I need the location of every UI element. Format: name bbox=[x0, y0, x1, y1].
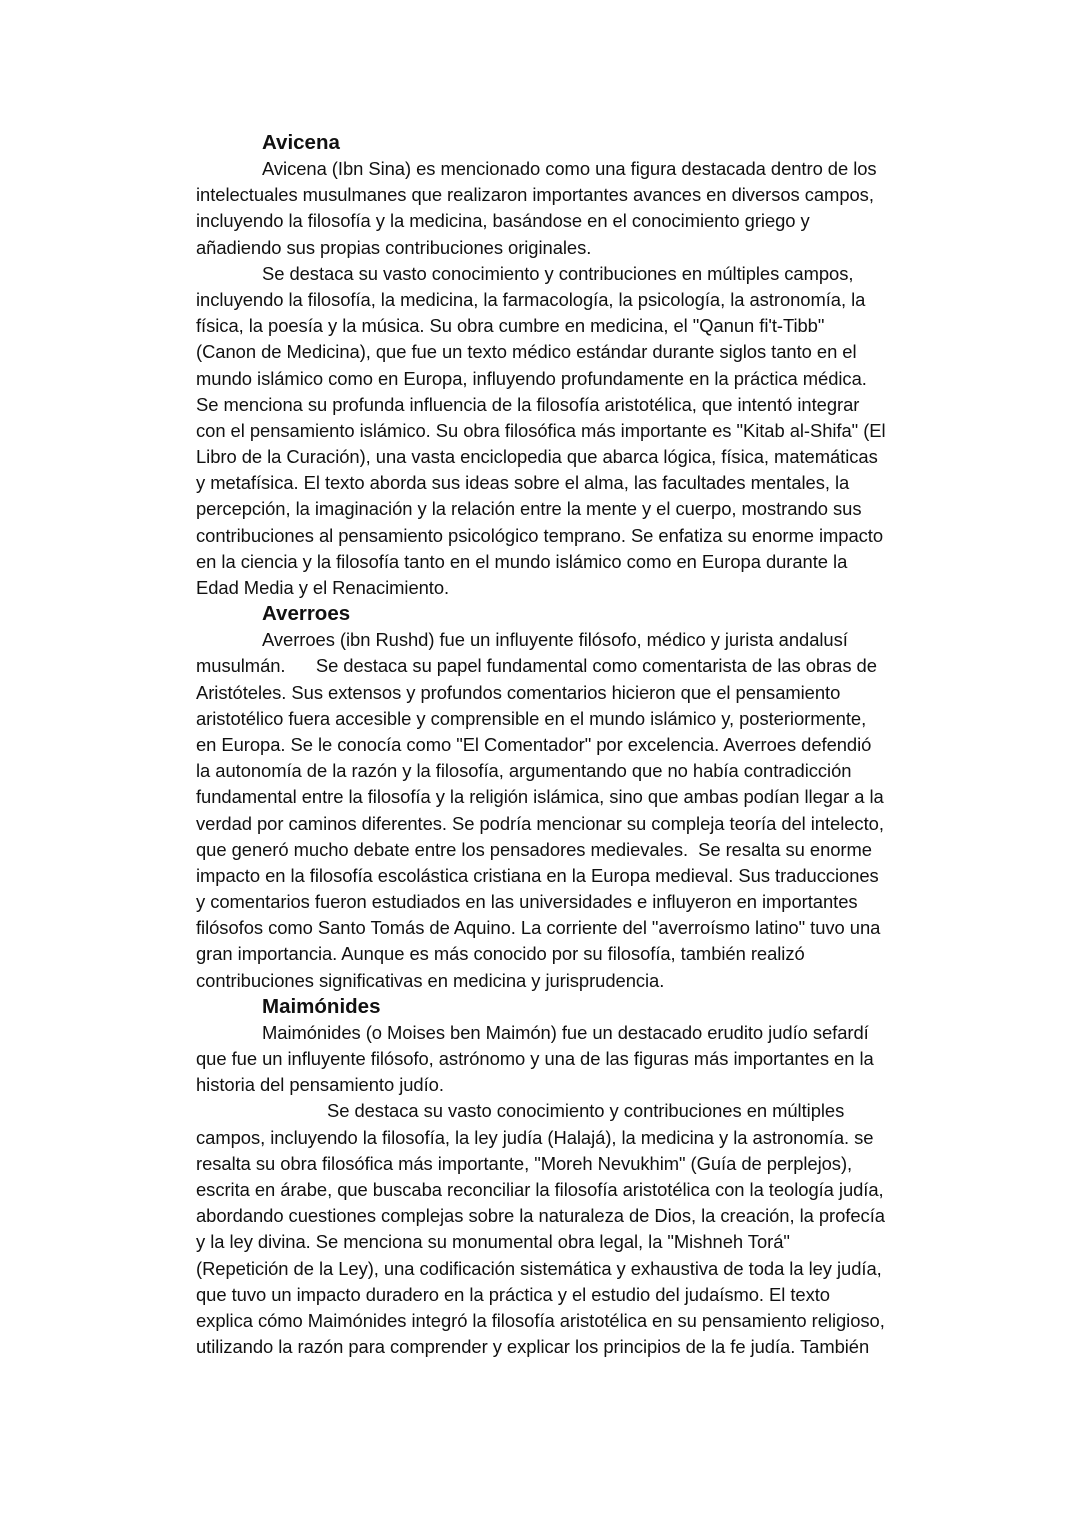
paragraph-line: en la ciencia y la filosofía tanto en el mundo islámico como en Europa durante la bbox=[196, 550, 848, 572]
paragraph-line: Maimónides (o Moises ben Maimón) fue un destacado erudito judío sefardí bbox=[262, 1021, 869, 1043]
paragraph-line: la autonomía de la razón y la filosofía, argumentando que no había contradicción bbox=[196, 760, 852, 782]
paragraph-line: intelectuales musulmanes que realizaron importantes avances en diversos campos, bbox=[196, 184, 874, 206]
paragraph-line: física, la poesía y la música. Su obra cumbre en medicina, el "Qanun fi't-Tibb" bbox=[196, 315, 825, 337]
paragraph-line: que tuvo un impacto duradero en la práctica y el estudio del judaísmo. El texto bbox=[196, 1283, 830, 1305]
paragraph-line: gran importancia. Aunque es más conocido por su filosofía, también realizó bbox=[196, 943, 805, 965]
paragraph-line: y la ley divina. Se menciona su monumental obra legal, la "Mishneh Torá" bbox=[196, 1231, 790, 1253]
paragraph-line: y metafísica. El texto aborda sus ideas sobre el alma, las facultades mentales, la bbox=[196, 472, 850, 494]
paragraph-line: impacto en la filosofía escolástica cristiana en la Europa medieval. Sus traducciones bbox=[196, 864, 879, 886]
paragraph-line: utilizando la razón para comprender y explicar los principios de la fe judía. También bbox=[196, 1336, 870, 1358]
paragraph-line: incluyendo la filosofía, la medicina, la farmacología, la psicología, la astronomía, la bbox=[196, 288, 866, 310]
section-averroes bbox=[196, 601, 956, 994]
paragraph-line: Se menciona su profunda influencia de la filosofía aristotélica, que intentó integrar bbox=[196, 393, 860, 415]
paragraph-line: mundo islámico como en Europa, influyendo profundamente en la práctica médica. bbox=[196, 367, 867, 389]
section-maimonides bbox=[196, 994, 956, 1360]
paragraph-line: contribuciones significativas en medicina y jurisprudencia. bbox=[196, 969, 665, 991]
paragraph-line: Averroes (ibn Rushd) fue un influyente filósofo, médico y jurista andalusí bbox=[262, 629, 848, 651]
document-body bbox=[196, 130, 956, 1360]
section-avicena bbox=[196, 130, 956, 601]
paragraph-line: escrita en árabe, que buscaba reconciliar la filosofía aristotélica con la teología judía, bbox=[196, 1178, 884, 1200]
paragraph-line: historia del pensamiento judío. bbox=[196, 1074, 444, 1096]
paragraph-line: añadiendo sus propias contribuciones originales. bbox=[196, 236, 592, 258]
paragraph-line: campos, incluyendo la filosofía, la ley judía (Halajá), la medicina y la astronomía. se bbox=[196, 1126, 874, 1148]
paragraph-line: explica cómo Maimónides integró la filosofía aristotélica en su pensamiento religioso, bbox=[196, 1309, 885, 1331]
paragraph-line: aristotélico fuera accesible y comprensible en el mundo islámico y, posteriormente, bbox=[196, 707, 867, 729]
paragraph-line: percepción, la imaginación y la relación entre la mente y el cuerpo, mostrando sus bbox=[196, 498, 862, 520]
paragraph-line: con el pensamiento islámico. Su obra filosófica más importante es "Kitab al-Shifa" (El bbox=[196, 419, 886, 441]
paragraph-line: Aristóteles. Sus extensos y profundos comentarios hicieron que el pensamiento bbox=[196, 681, 841, 703]
paragraph-line: Se destaca su vasto conocimiento y contribuciones en múltiples campos, bbox=[262, 262, 854, 284]
paragraph-line: abordando cuestiones complejas sobre la naturaleza de Dios, la creación, la profecía bbox=[196, 1205, 885, 1227]
paragraph-line: resalta su obra filosófica más importante, "Moreh Nevukhim" (Guía de perplejos), bbox=[196, 1152, 853, 1174]
paragraph-line: que fue un influyente filósofo, astrónomo y una de las figuras más importantes en la bbox=[196, 1048, 874, 1069]
paragraph-line: filósofos como Santo Tomás de Aquino. La corriente del "averroísmo latino" tuvo una bbox=[196, 917, 881, 939]
paragraph-line: fundamental entre la filosofía y la religión islámica, sino que ambas podían llegar a la bbox=[196, 786, 884, 808]
paragraph-line: Libro de la Curación), una vasta enciclopedia que abarca lógica, física, matemáticas bbox=[196, 446, 878, 468]
paragraph-line: en Europa. Se le conocía como "El Comentador" por excelencia. Averroes defendió bbox=[196, 733, 872, 755]
paragraph-line: Edad Media y el Renacimiento. bbox=[196, 577, 450, 598]
paragraph-line: y comentarios fueron estudiados en las universidades e influyeron en importantes bbox=[196, 891, 858, 913]
paragraph-line: (Canon de Medicina), que fue un texto médico estándar durante siglos tanto en el bbox=[196, 341, 857, 363]
paragraph-line: que generó mucho debate entre los pensadores medievales. Se resalta su enorme bbox=[196, 838, 872, 860]
paragraph-line: incluyendo la filosofía y la medicina, basándose en el conocimiento griego y bbox=[196, 210, 810, 232]
paragraph-line: (Repetición de la Ley), una codificación sistemática y exhaustiva de toda la ley judía, bbox=[196, 1257, 882, 1279]
paragraph-line: musulmán. Se destaca su papel fundamental como comentarista de las obras de bbox=[196, 655, 877, 677]
section-heading: Avicena bbox=[262, 131, 340, 154]
section-heading: Averroes bbox=[262, 602, 351, 626]
paragraph-line: Se destaca su vasto conocimiento y contribuciones en múltiples bbox=[327, 1100, 845, 1122]
section-heading: Maimónides bbox=[262, 994, 381, 1018]
paragraph-line: verdad por caminos diferentes. Se podría mencionar su compleja teoría del intelecto, bbox=[196, 812, 884, 834]
paragraph-line: Avicena (Ibn Sina) es mencionado como una figura destacada dentro de los bbox=[262, 158, 877, 179]
paragraph-line: contribuciones al pensamiento psicológico temprano. Se enfatiza su enorme impacto bbox=[196, 524, 884, 546]
